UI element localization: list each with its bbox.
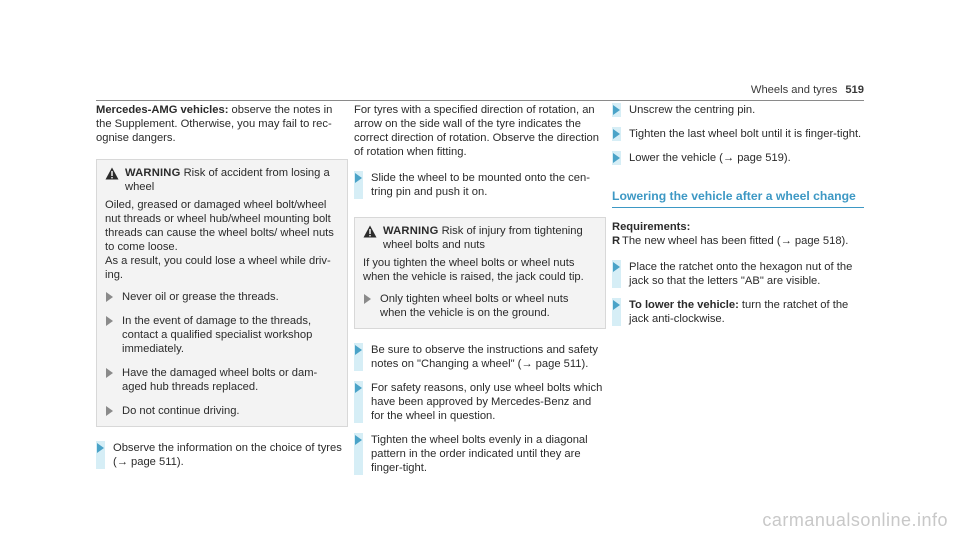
- arrow-icon: [613, 300, 620, 310]
- instruction-step: Tighten the wheel bolts evenly in a diagonal pattern in the order indicated until they are finger-tight.: [354, 433, 606, 475]
- bullet-icon: R: [612, 235, 621, 247]
- column-1: [96, 103, 348, 469]
- arrow-icon: [355, 383, 362, 393]
- arrow-icon: [97, 443, 104, 453]
- arrow-icon: [106, 406, 113, 416]
- header-rule: [96, 100, 864, 101]
- warning-step: Only tighten wheel bolts or wheel nuts when the vehicle is on the ground.: [363, 292, 597, 320]
- requirements-label: Requirements:: [612, 221, 691, 233]
- arrow-icon: [364, 294, 371, 304]
- warning-paragraph: Oiled, greased or damaged wheel bolt/wheel nut threads or wheel hub/wheel mounting bolt threads can cause the wheel bolts/ wheel nuts to come loose.: [105, 199, 334, 253]
- header-title: Wheels and tyres: [750, 84, 838, 96]
- instruction-step: Lower the vehicle (→ page 519).: [612, 151, 864, 165]
- intro-paragraph: Mercedes-AMG vehicles: observe the notes in the Supplement. Otherwise, you may fail to rec-ognise dangers.: [96, 104, 333, 144]
- warning-triangle-icon: [363, 225, 379, 242]
- warning-step: Never oil or grease the threads.: [105, 290, 339, 304]
- instruction-step: For safety reasons, only use wheel bolts which have been approved by Mercedes-Benz and for the wheel in question.: [354, 381, 606, 423]
- intro-paragraph: For tyres with a specified direction of rotation, an arrow on the side wall of the tyre indicates the correct direction of rotation. Observe the direction of rotation when fitting.: [354, 104, 599, 158]
- arrow-icon: [613, 105, 620, 115]
- instruction-step: To lower the vehicle: turn the ratchet of the jack anti-clockwise.: [612, 298, 864, 326]
- column-2: [354, 103, 606, 475]
- section-title: Lowering the vehicle after a wheel change: [612, 189, 864, 208]
- instruction-step: Unscrew the centring pin.: [612, 103, 864, 117]
- column-3: [612, 103, 864, 326]
- page-header: [751, 83, 864, 97]
- arrow-icon: [355, 435, 362, 445]
- requirement-item: R The new wheel has been fitted (→ page 518).: [612, 235, 849, 247]
- warning-step: Have the damaged wheel bolts or dam-aged hub threads replaced.: [105, 366, 339, 394]
- instruction-step: Observe the information on the choice of tyres (→ page 511).: [96, 441, 348, 469]
- watermark: carmanualsonline.info: [762, 510, 948, 530]
- page-number: 519: [845, 84, 864, 96]
- warning-step: In the event of damage to the threads, contact a qualified specialist workshop immediately.: [105, 314, 339, 356]
- arrow-icon: [613, 262, 620, 272]
- warning-box-injury: WARNING Risk of injury from tightening wheel bolts and nuts If you tighten the wheel bolts or wheel nuts when the vehicle is raised, the jack could tip. Only tighten wheel bolts or wheel nuts when the vehicle is on the ground.: [354, 217, 606, 329]
- warning-box-accident: WARNING Risk of accident from losing a wheel Oiled, greased or damaged wheel bolt/wheel nut threads or wheel hub/wheel mounting bolt threads can cause the wheel bolts/ wheel nuts to come loose. As a result, you could lose a wheel while driv-ing. Never oil or grease the threads. In the event of damage to the threads, contact a qualified specialist workshop immediately. Have the damaged wheel bolts or dam-aged hub threads replaced. Do not continue driving.: [96, 159, 348, 427]
- arrow-icon: [355, 173, 362, 183]
- warning-paragraph: As a result, you could lose a wheel while driv-ing.: [105, 255, 331, 281]
- arrow-icon: [106, 316, 113, 326]
- instruction-step: Slide the wheel to be mounted onto the cen-tring pin and push it on.: [354, 171, 606, 199]
- instruction-step: Tighten the last wheel bolt until it is finger-tight.: [612, 127, 864, 141]
- arrow-icon: [613, 129, 620, 139]
- warning-paragraph: If you tighten the wheel bolts or wheel nuts when the vehicle is raised, the jack could tip.: [363, 257, 584, 283]
- arrow-icon: [613, 153, 620, 163]
- arrow-icon: [106, 292, 113, 302]
- arrow-icon: [355, 345, 362, 355]
- arrow-icon: [106, 368, 113, 378]
- warning-step: Do not continue driving.: [105, 404, 339, 418]
- instruction-step: Place the ratchet onto the hexagon nut of the jack so that the letters "AB" are visible.: [612, 260, 864, 288]
- warning-triangle-icon: [105, 167, 121, 184]
- instruction-step: Be sure to observe the instructions and safety notes on "Changing a wheel" (→ page 511).: [354, 343, 606, 371]
